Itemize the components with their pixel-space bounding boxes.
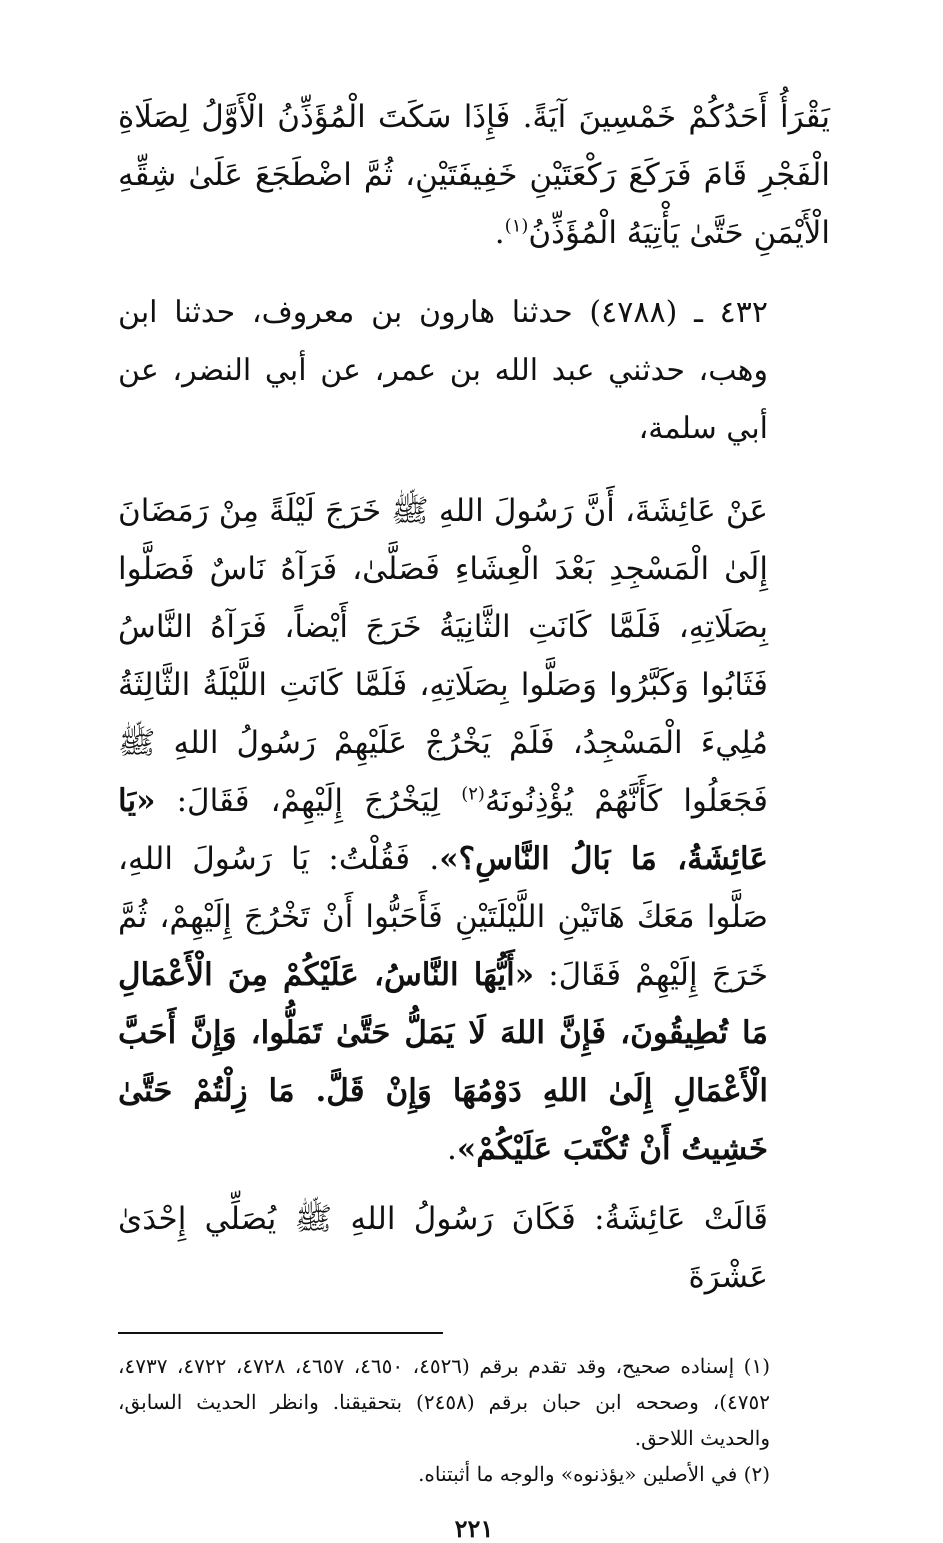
paragraph-text: يَقْرَأُ أَحَدُكُمْ خَمْسِينَ آيَةً. فَإِذَا سَكَتَ الْمُؤَذِّنُ الْأَوَّلُ لِصَلَاةِ الْفَجْرِ قَامَ فَرَكَعَ رَكْعَتَيْنِ خَفِيفَتَيْنِ، ثُمَّ اضْطَجَعَ عَلَىٰ شِقِّهِ الْأَيْمَنِ حَتَّىٰ يَأْتِيَهُ الْمُؤَذِّنُ [118,99,830,251]
prophet-quote-1: «يَا عَائِشَةُ، مَا بَالُ النَّاسِ؟» [118,783,768,877]
paragraph-end: . [446,1131,457,1167]
paragraph-isnad: ٤٣٢ ـ (٤٧٨٨) حدثنا هارون بن معروف، حدثنا ابن وهب، حدثني عبد الله بن عمر، عن أبي النضر، عن أبي سلمة، [118,295,768,446]
paragraph-hadith-text [118,482,830,1178]
footnote-1: (١) إسناده صحيح، وقد تقدم برقم (٤٥٢٦، ٤٦٥٠، ٤٦٥٧، ٤٧٢٨، ٤٧٢٢، ٤٧٣٧، ٤٧٥٢)، وصححه ابن حبان برقم (٢٤٥٨) بتحقيقنا. وانظر الحديث السابق، والحديث اللاحق. [118,1354,771,1450]
footnote-reference-1: (١) [504,215,529,237]
paragraph-hadith-continuation [118,88,830,262]
hadith-narration-cont-2: . فَقُلْتُ: يَا رَسُولَ اللهِ، صَلَّوا مَعَكَ هَاتَيْنِ اللَّيْلَتَيْنِ فَأَحَبُّوا أَنْ تَخْرُجَ إِلَيْهِمْ، ثُمَّ خَرَجَ إِلَيْهِمْ فَقَالَ: [118,841,768,993]
prophet-quote-2: «أَيُّهَا النَّاسُ، عَلَيْكُمْ مِنَ الْأَعْمَالِ مَا تُطِيقُونَ، فَإِنَّ اللهَ لَا يَمَلُّ حَتَّىٰ تَمَلُّوا، وَإِنَّ أَحَبَّ الْأَعْمَالِ إِلَىٰ اللهِ دَوْمُهَا وَإِنْ قَلَّ. مَا زِلْتُمْ حَتَّىٰ خَشِيتُ أَنْ تُكْتَبَ عَلَيْكُمْ» [118,957,768,1167]
footnote-reference-2: (٢) [461,783,485,805]
footnote-divider-wrap [118,1324,830,1348]
page-number: ٢٢١ [454,1514,494,1543]
hadith-narration-cont: لِيَخْرُجَ إِلَيْهِمْ، فَقَالَ: [155,783,462,819]
paragraph-end: . [494,215,505,251]
book-page [118,88,830,1543]
footnote-divider [118,1332,443,1334]
hadith-narration: عَنْ عَائِشَةَ، أَنَّ رَسُولَ اللهِ ﷺ خَرَجَ لَيْلَةً مِنْ رَمَضَانَ إِلَىٰ الْمَسْجِدِ بَعْدَ الْعِشَاءِ فَصَلَّىٰ، فَرَآهُ نَاسٌ فَصَلَّوا بِصَلَاتِهِ، فَلَمَّا كَانَتِ الثَّانِيَةُ خَرَجَ أَيْضاً، فَرَآهُ النَّاسُ فَثَابُوا وَكَبَّرُوا وَصَلَّوا بِصَلَاتِهِ، فَلَمَّا كَانَتِ اللَّيْلَةُ الثَّالِثَةُ مُلِيءَ الْمَسْجِدُ، فَلَمْ يَخْرُجْ عَلَيْهِمْ رَسُولُ اللهِ ﷺ فَجَعَلُوا كَأَنَّهُمْ يُؤْذِنُونَهُ [118,493,768,819]
paragraph-aisha-statement: قَالَتْ عَائِشَةُ: فَكَانَ رَسُولُ اللهِ ﷺ يُصَلِّي إِحْدَىٰ عَشْرَةَ [118,1201,768,1295]
footnote-2: (٢) في الأصلين «يؤذنوه» والوجه ما أثبتناه. [418,1462,770,1486]
